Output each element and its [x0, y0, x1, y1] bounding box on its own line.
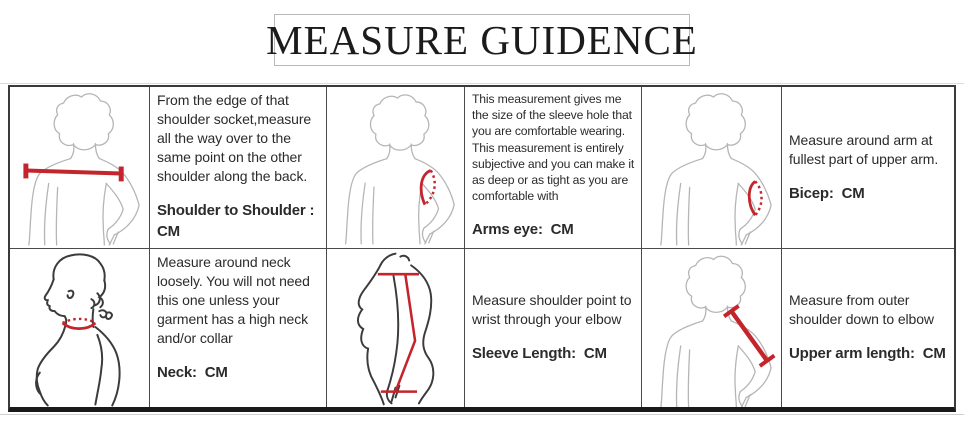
- bicep-sketch: [642, 87, 781, 248]
- arms-eye-measure-oval-red: [421, 170, 435, 204]
- instruction-cell-sleeve-length: [465, 249, 642, 407]
- measure-guide-table: [8, 85, 956, 412]
- neck-measure-band-red: [63, 319, 96, 329]
- measure-label: Neck: CM: [157, 364, 228, 382]
- measure-description: Measure around neck loosely. You will not need this one unless your garment has a high neck and/or collar: [157, 254, 310, 347]
- figure-cell-arms-eye: [327, 87, 465, 249]
- page-title: MEASURE GUIDENCE: [266, 17, 698, 63]
- figure-cell-sleeve-length: [327, 249, 465, 407]
- figure-cell-bicep: [642, 87, 782, 249]
- sleeve-length-sketch: [327, 249, 464, 407]
- figure-cell-upper-arm: [642, 249, 782, 407]
- shoulder-measure-line-red: [26, 164, 121, 182]
- divider-line-bottom: [0, 414, 964, 415]
- measure-description: Measure from outer shoulder down to elbow: [789, 292, 934, 328]
- measure-label: Shoulder to Shoulder : CM: [157, 202, 319, 240]
- measure-description: Measure shoulder point to wrist through your elbow: [472, 292, 632, 328]
- instruction-cell-upper-arm: [782, 249, 954, 407]
- measure-label: Arms eye: CM: [472, 220, 574, 238]
- measure-label: Sleeve Length: CM: [472, 345, 607, 363]
- shoulder-to-shoulder-sketch: [10, 87, 149, 248]
- measure-description: This measurement gives me the size of the sleeve hole that you are comfortable wearing. This measurement is entirely subjective and you can make it as deep or as tight as you are comfortable with: [472, 92, 635, 204]
- upper-arm-length-sketch: [642, 249, 781, 407]
- instruction-cell-bicep: [782, 87, 954, 249]
- arms-eye-sketch: [327, 87, 464, 248]
- upper-arm-measure-line-red: [724, 306, 774, 366]
- measure-label: Bicep: CM: [789, 184, 865, 202]
- measure-description: From the edge of that shoulder socket,measure all the way over to the same point on the other shoulder along the back.: [157, 92, 312, 185]
- instruction-cell-arms-eye: [465, 87, 642, 249]
- instruction-cell-neck: [150, 249, 327, 407]
- figure-cell-neck: [10, 249, 150, 407]
- title-box: [266, 14, 698, 66]
- divider-line-top: [0, 83, 964, 84]
- measure-description: Measure around arm at fullest part of upper arm.: [789, 131, 939, 167]
- instruction-cell-shoulder: [150, 87, 327, 249]
- figure-cell-shoulder: [10, 87, 150, 249]
- measure-label: Upper arm length: CM: [789, 345, 946, 363]
- neck-profile-sketch: [10, 249, 149, 407]
